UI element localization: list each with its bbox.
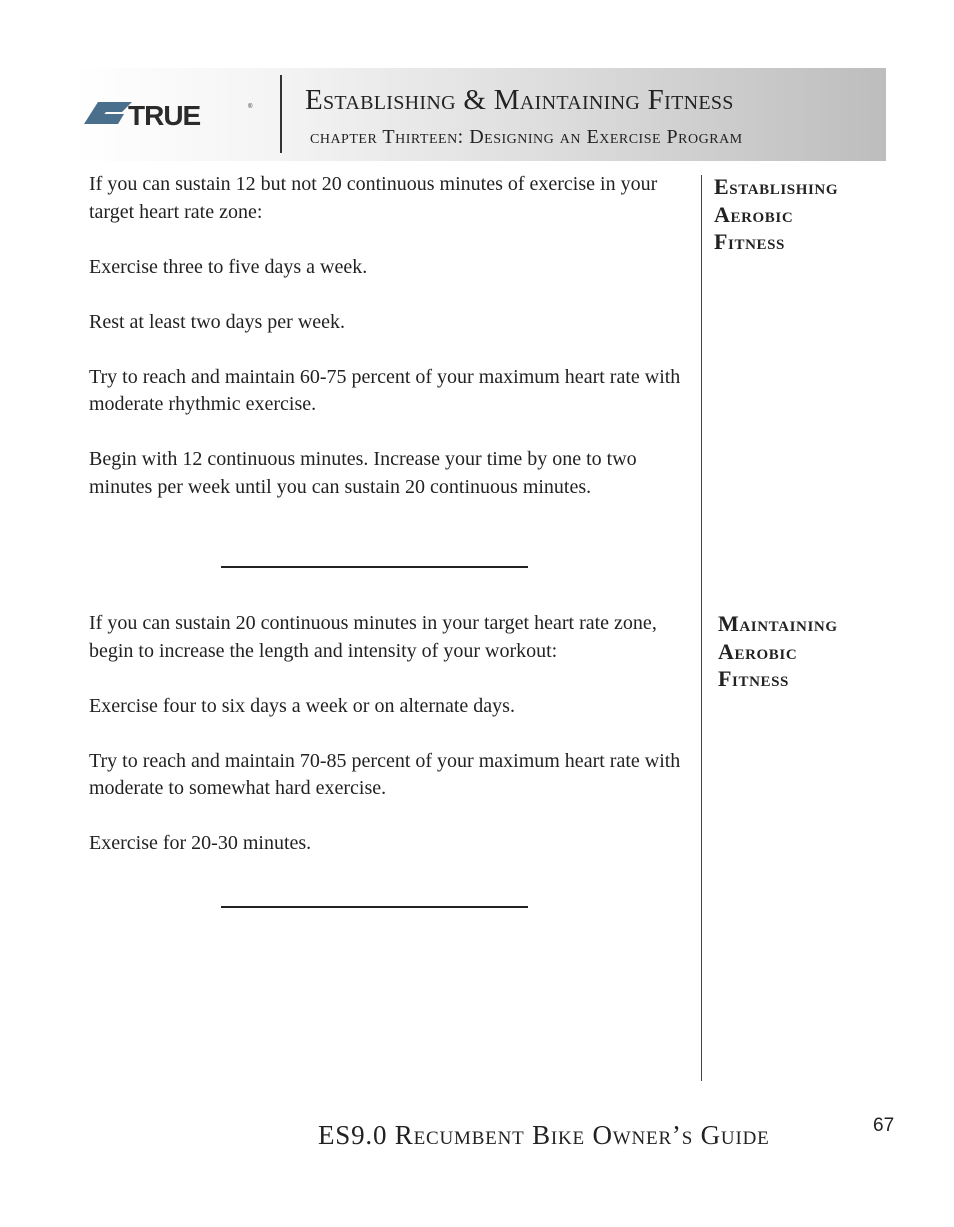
chapter-subtitle: chapter Thirteen: Designing an Exercise Program [310, 126, 743, 148]
paragraph: If you can sustain 20 continuous minutes in your target heart rate zone, begin to increase the length and intensity of your workout: [89, 612, 657, 662]
paragraph: Try to reach and maintain 60-75 percent of your maximum heart rate with moderate rhythmic exercise. [89, 365, 681, 415]
sidebar-heading-establishing: Establishing Aerobic Fitness [714, 174, 839, 254]
sidebar-divider [701, 175, 702, 1081]
paragraph: Rest at least two days per week. [89, 310, 346, 333]
true-logo [84, 98, 254, 132]
header-divider [280, 75, 282, 153]
section-rule [221, 566, 528, 568]
page-number: 67 [873, 1115, 895, 1136]
section-rule [221, 906, 528, 908]
paragraph: Exercise for 20-30 minutes. [89, 832, 312, 854]
paragraph: Try to reach and maintain 70-85 percent of your maximum heart rate with moderate to somewhat hard exercise. [89, 749, 681, 799]
svg-text:®: ® [248, 104, 253, 110]
logo-text: TRUE [128, 100, 201, 131]
chapter-title: Establishing & Maintaining Fitness [305, 84, 734, 116]
footer-title: ES9.0 Recumbent Bike Owner’s Guide [318, 1120, 770, 1150]
paragraph: Exercise four to six days a week or on alternate days. [89, 694, 515, 717]
paragraph: If you can sustain 12 but not 20 continuous minutes of exercise in your target heart rate zone: [89, 173, 658, 223]
sidebar-heading-maintaining: Maintaining Aerobic Fitness [718, 611, 838, 691]
section-establishing [89, 171, 689, 529]
paragraph: Exercise three to five days a week. [89, 255, 368, 278]
paragraph: Begin with 12 continuous minutes. Increase your time by one to two minutes per week until you can sustain 20 continuous minutes. [89, 448, 637, 498]
section-maintaining [89, 610, 689, 885]
